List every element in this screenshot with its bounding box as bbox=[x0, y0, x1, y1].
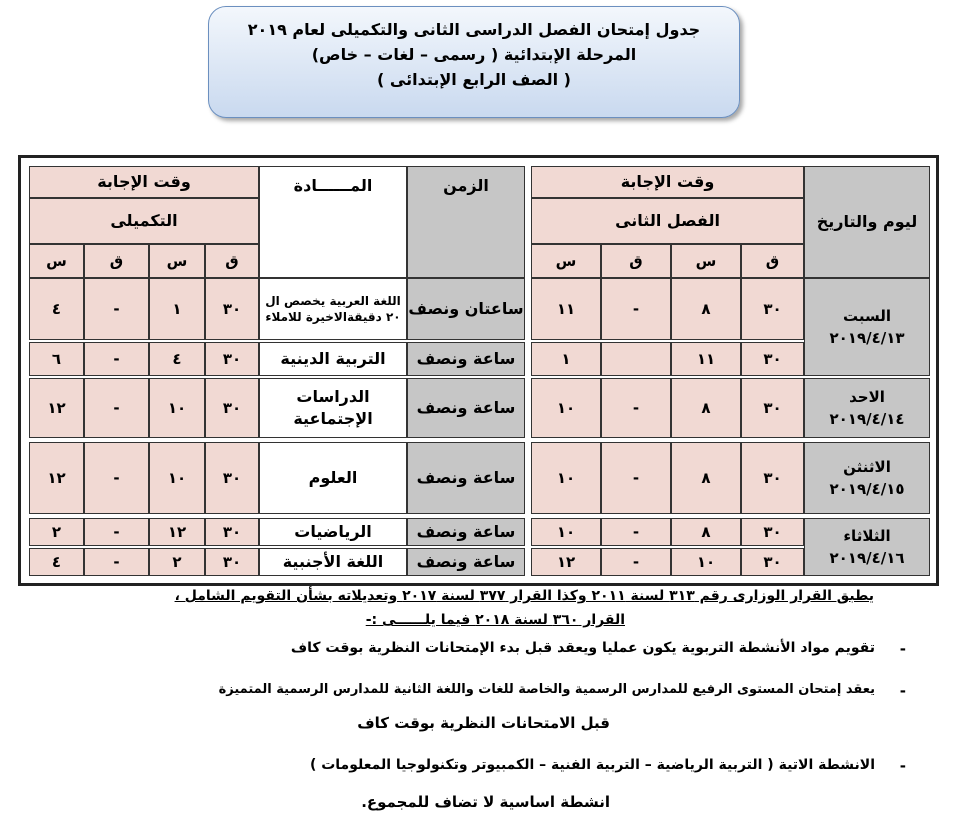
duration: ساعة ونصف bbox=[407, 442, 525, 514]
term-from-s: ٨ bbox=[671, 278, 741, 340]
note-bullet: - bbox=[899, 640, 906, 658]
supp-to-q: - bbox=[84, 378, 149, 438]
header-term-to-s: س bbox=[531, 244, 601, 278]
title-line-3: ( الصف الرابع الإبتدائى ) bbox=[377, 70, 571, 89]
note-item-3-line-1: الانشطة الاتية ( التربية الرياضية – التربية الفنية – الكمبيوتر وتكنولوجيا المعلومات ) bbox=[309, 757, 875, 773]
supp-from-q: ٣٠ bbox=[205, 518, 259, 546]
note-bullet: - bbox=[899, 682, 906, 700]
supp-to-q: - bbox=[84, 278, 149, 340]
subject: الرياضيات bbox=[259, 518, 407, 546]
header-supp-to-s: س bbox=[29, 244, 84, 278]
supp-from-q: ٣٠ bbox=[205, 442, 259, 514]
day-name: الاحد bbox=[849, 388, 885, 406]
day-cell bbox=[804, 518, 930, 576]
day-date: ٢٠١٩/٤/١٣ bbox=[829, 329, 905, 347]
day-date: ٢٠١٩/٤/١٤ bbox=[829, 410, 905, 428]
term-from-q: ٣٠ bbox=[741, 442, 804, 514]
subject: اللغة العربية يخصص ال ٢٠ دقيقةالاخيرة للاملاء bbox=[259, 278, 407, 340]
header-supp-to-q: ق bbox=[84, 244, 149, 278]
day-date: ٢٠١٩/٤/١٥ bbox=[829, 480, 905, 498]
duration: ساعة ونصف bbox=[407, 378, 525, 438]
subject: التربية الدينية bbox=[259, 342, 407, 376]
header-supp-from-s: س bbox=[149, 244, 205, 278]
header-supplementary: التكميلى bbox=[29, 198, 259, 244]
header-supp-from-q: ق bbox=[205, 244, 259, 278]
header-term-from-q: ق bbox=[741, 244, 804, 278]
term-from-s: ٨ bbox=[671, 442, 741, 514]
supp-from-q: ٣٠ bbox=[205, 378, 259, 438]
term-to-s: ١ bbox=[531, 342, 601, 376]
term-from-q: ٣٠ bbox=[741, 548, 804, 576]
header-duration: الزمن bbox=[407, 166, 525, 278]
day-name: الثلاثاء bbox=[843, 527, 891, 545]
term-from-s: ١١ bbox=[671, 342, 741, 376]
supp-to-s: ٢ bbox=[29, 518, 84, 546]
supp-from-s: ١ bbox=[149, 278, 205, 340]
decree-line-2: القرار ٣٦٠ لسنة ٢٠١٨ فيما يلــــــى :- bbox=[365, 612, 625, 628]
supp-to-s: ٤ bbox=[29, 278, 84, 340]
note-item-2-line-1: يعقد إمتحان المستوى الرفيع للمدارس الرسمية والخاصة للغات واللغة الثانية للمدارس الرسمية المتميزة bbox=[218, 682, 875, 697]
duration: ساعة ونصف bbox=[407, 342, 525, 376]
term-to-q: - bbox=[601, 548, 671, 576]
term-from-s: ١٠ bbox=[671, 548, 741, 576]
supp-from-s: ١٠ bbox=[149, 442, 205, 514]
supp-to-s: ١٢ bbox=[29, 442, 84, 514]
header-second-term: الفصل الثانى bbox=[531, 198, 804, 244]
supp-to-q: - bbox=[84, 548, 149, 576]
duration: ساعة ونصف bbox=[407, 518, 525, 546]
decree-line-1: يطبق القرار الوزارى رقم ٣١٣ لسنة ٢٠١١ وكذا القرار ٣٧٧ لسنة ٢٠١٧ وتعديلاته بشأن التقويم الشامل ، bbox=[174, 588, 874, 604]
day-cell bbox=[804, 278, 930, 376]
term-to-q: - bbox=[601, 518, 671, 546]
title-line-2: المرحلة الإبتدائية ( رسمى – لغات – خاص) bbox=[311, 45, 637, 64]
term-from-q: ٣٠ bbox=[741, 378, 804, 438]
term-to-s: ١٠ bbox=[531, 378, 601, 438]
term-to-q: - bbox=[601, 378, 671, 438]
supp-to-s: ٦ bbox=[29, 342, 84, 376]
supp-to-q: - bbox=[84, 342, 149, 376]
supp-to-s: ٤ bbox=[29, 548, 84, 576]
supp-to-q: - bbox=[84, 518, 149, 546]
term-to-s: ١٠ bbox=[531, 442, 601, 514]
term-from-q: ٣٠ bbox=[741, 278, 804, 340]
title-line-1: جدول إمتحان الفصل الدراسى الثانى والتكميلى لعام ٢٠١٩ bbox=[247, 20, 701, 39]
day-cell bbox=[804, 378, 930, 438]
header-answer-time-term: وقت الإجابة bbox=[531, 166, 804, 198]
supp-from-q: ٣٠ bbox=[205, 548, 259, 576]
term-to-s: ١١ bbox=[531, 278, 601, 340]
header-day-date: ليوم والتاريخ bbox=[804, 166, 930, 278]
header-term-to-q: ق bbox=[601, 244, 671, 278]
supp-to-s: ١٢ bbox=[29, 378, 84, 438]
note-item-2-line-2: قبل الامتحانات النظرية بوقت كاف bbox=[357, 714, 610, 732]
day-name: السبت bbox=[842, 307, 892, 325]
header-term-from-s: س bbox=[671, 244, 741, 278]
supp-from-q: ٣٠ bbox=[205, 278, 259, 340]
header-subject: المــــــادة bbox=[259, 166, 407, 278]
header-answer-time-supp: وقت الإجابة bbox=[29, 166, 259, 198]
supp-to-q: - bbox=[84, 442, 149, 514]
note-item-1: تقويم مواد الأنشطة التربوية يكون عمليا ويعقد قبل بدء الإمتحانات النظرية بوقت كاف bbox=[290, 640, 875, 656]
subject: اللغة الأجنبية bbox=[259, 548, 407, 576]
supp-from-s: ١٢ bbox=[149, 518, 205, 546]
term-from-s: ٨ bbox=[671, 378, 741, 438]
supp-from-s: ١٠ bbox=[149, 378, 205, 438]
duration: ساعتان ونصف bbox=[407, 278, 525, 340]
term-to-q: - bbox=[601, 278, 671, 340]
term-from-q: ٣٠ bbox=[741, 342, 804, 376]
supp-from-s: ٢ bbox=[149, 548, 205, 576]
supp-from-s: ٤ bbox=[149, 342, 205, 376]
note-item-3-line-2: انشطة اساسية لا تضاف للمجموع. bbox=[361, 793, 610, 811]
term-to-q bbox=[601, 342, 671, 376]
note-bullet: - bbox=[899, 757, 906, 775]
exam-schedule-table bbox=[18, 155, 939, 586]
subject: الدراسات الإجتماعية bbox=[259, 378, 407, 438]
supp-from-q: ٣٠ bbox=[205, 342, 259, 376]
term-to-s: ١٠ bbox=[531, 518, 601, 546]
day-name: الاثنثن bbox=[843, 458, 891, 476]
term-to-s: ١٢ bbox=[531, 548, 601, 576]
term-to-q: - bbox=[601, 442, 671, 514]
day-cell bbox=[804, 442, 930, 514]
title-box bbox=[208, 6, 740, 118]
day-date: ٢٠١٩/٤/١٦ bbox=[829, 549, 905, 567]
subject: العلوم bbox=[259, 442, 407, 514]
duration: ساعة ونصف bbox=[407, 548, 525, 576]
term-from-s: ٨ bbox=[671, 518, 741, 546]
term-from-q: ٣٠ bbox=[741, 518, 804, 546]
